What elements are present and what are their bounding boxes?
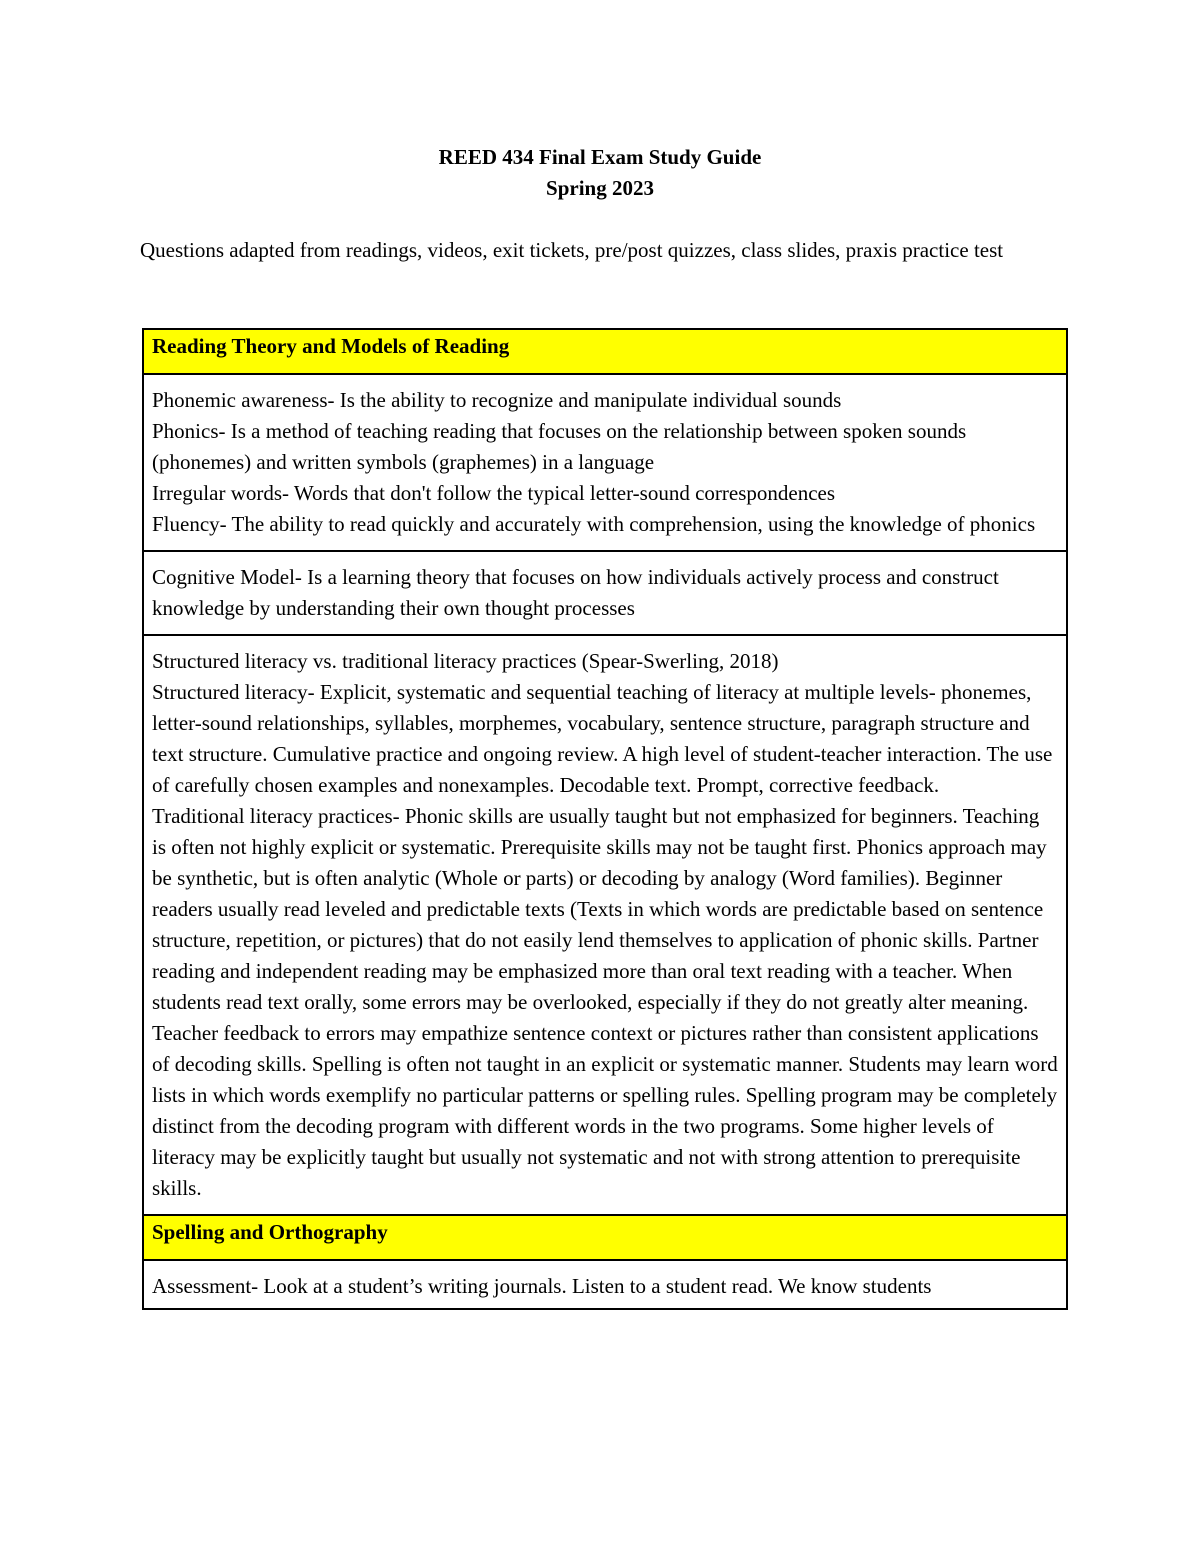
section-header-row xyxy=(143,329,1067,374)
definition-irregular-words: Irregular words- Words that don't follow the typical letter-sound correspondences xyxy=(152,481,836,505)
table-row xyxy=(143,1260,1067,1309)
definition-traditional-literacy: Traditional literacy practices- Phonic skills are usually taught but not emphasized for beginners. Teaching is often not highly explicit or systematic. Prerequisite skills may not be taught first. Phonics approach may be synthetic, but is often analytic (Whole or parts) or decoding by analogy (Word families). Beginner readers usually read leveled and predictable texts (Texts in which words are predictable based on sentence structure, repetition, or pictures) that do not easily lend themselves to application of phonic skills. Partner reading and independent reading may be emphasized more than oral text reading with a teacher. When students read text orally, some errors may be overlooked, especially if they do not greatly alter meaning. Teacher feedback to errors may empathize sentence context or pictures rather than consistent applications of decoding skills. Spelling is often not taught in an explicit or systematic manner. Students may learn word lists in which words exemplify no particular patterns or spelling rules. Spelling program may be completely distinct from the decoding program with different words in the two programs. Some higher levels of literacy may be explicitly taught but usually not systematic and not with strong attention to prerequisite skills. xyxy=(152,804,1058,1200)
structured-vs-traditional-heading: Structured literacy vs. traditional literacy practices (Spear-Swerling, 2018) xyxy=(152,649,779,673)
section-header-reading-theory: Reading Theory and Models of Reading xyxy=(143,329,1067,374)
definition-phonemic-awareness: Phonemic awareness- Is the ability to recognize and manipulate individual sounds xyxy=(152,388,842,412)
table-cell-definitions xyxy=(143,374,1067,551)
title-block xyxy=(0,142,1200,204)
document-title: REED 434 Final Exam Study Guide xyxy=(438,145,762,169)
definition-cognitive-model: Cognitive Model- Is a learning theory that focuses on how individuals actively process and construct knowledge by understanding their own thought processes xyxy=(152,565,999,620)
table-cell-structured-literacy xyxy=(143,635,1067,1215)
table-row xyxy=(143,551,1067,635)
definition-fluency: Fluency- The ability to read quickly and accurately with comprehension, using the knowledge of phonics xyxy=(152,512,1036,536)
table-cell-cognitive-model xyxy=(143,551,1067,635)
section-header-spelling: Spelling and Orthography xyxy=(143,1215,1067,1260)
definition-phonics: Phonics- Is a method of teaching reading that focuses on the relationship between spoken sounds (phonemes) and written symbols (graphemes) in a language xyxy=(152,419,967,474)
document-subtitle: Spring 2023 xyxy=(546,176,654,200)
definition-assessment: Assessment- Look at a student’s writing journals. Listen to a student read. We know students xyxy=(152,1274,932,1298)
section-header-row xyxy=(143,1215,1067,1260)
study-guide-table xyxy=(142,328,1068,1310)
intro-paragraph: Questions adapted from readings, videos, exit tickets, pre/post quizzes, class slides, praxis practice test xyxy=(140,238,1004,262)
table-row xyxy=(143,635,1067,1215)
table-row xyxy=(143,374,1067,551)
table-cell-assessment xyxy=(143,1260,1067,1309)
definition-structured-literacy: Structured literacy- Explicit, systematic and sequential teaching of literacy at multiple levels- phonemes, letter-sound relationships, syllables, morphemes, vocabulary, sentence structure, paragraph structure and text structure. Cumulative practice and ongoing review. A high level of student-teacher interaction. The use of carefully chosen examples and nonexamples. Decodable text. Prompt, corrective feedback. xyxy=(152,680,1053,797)
